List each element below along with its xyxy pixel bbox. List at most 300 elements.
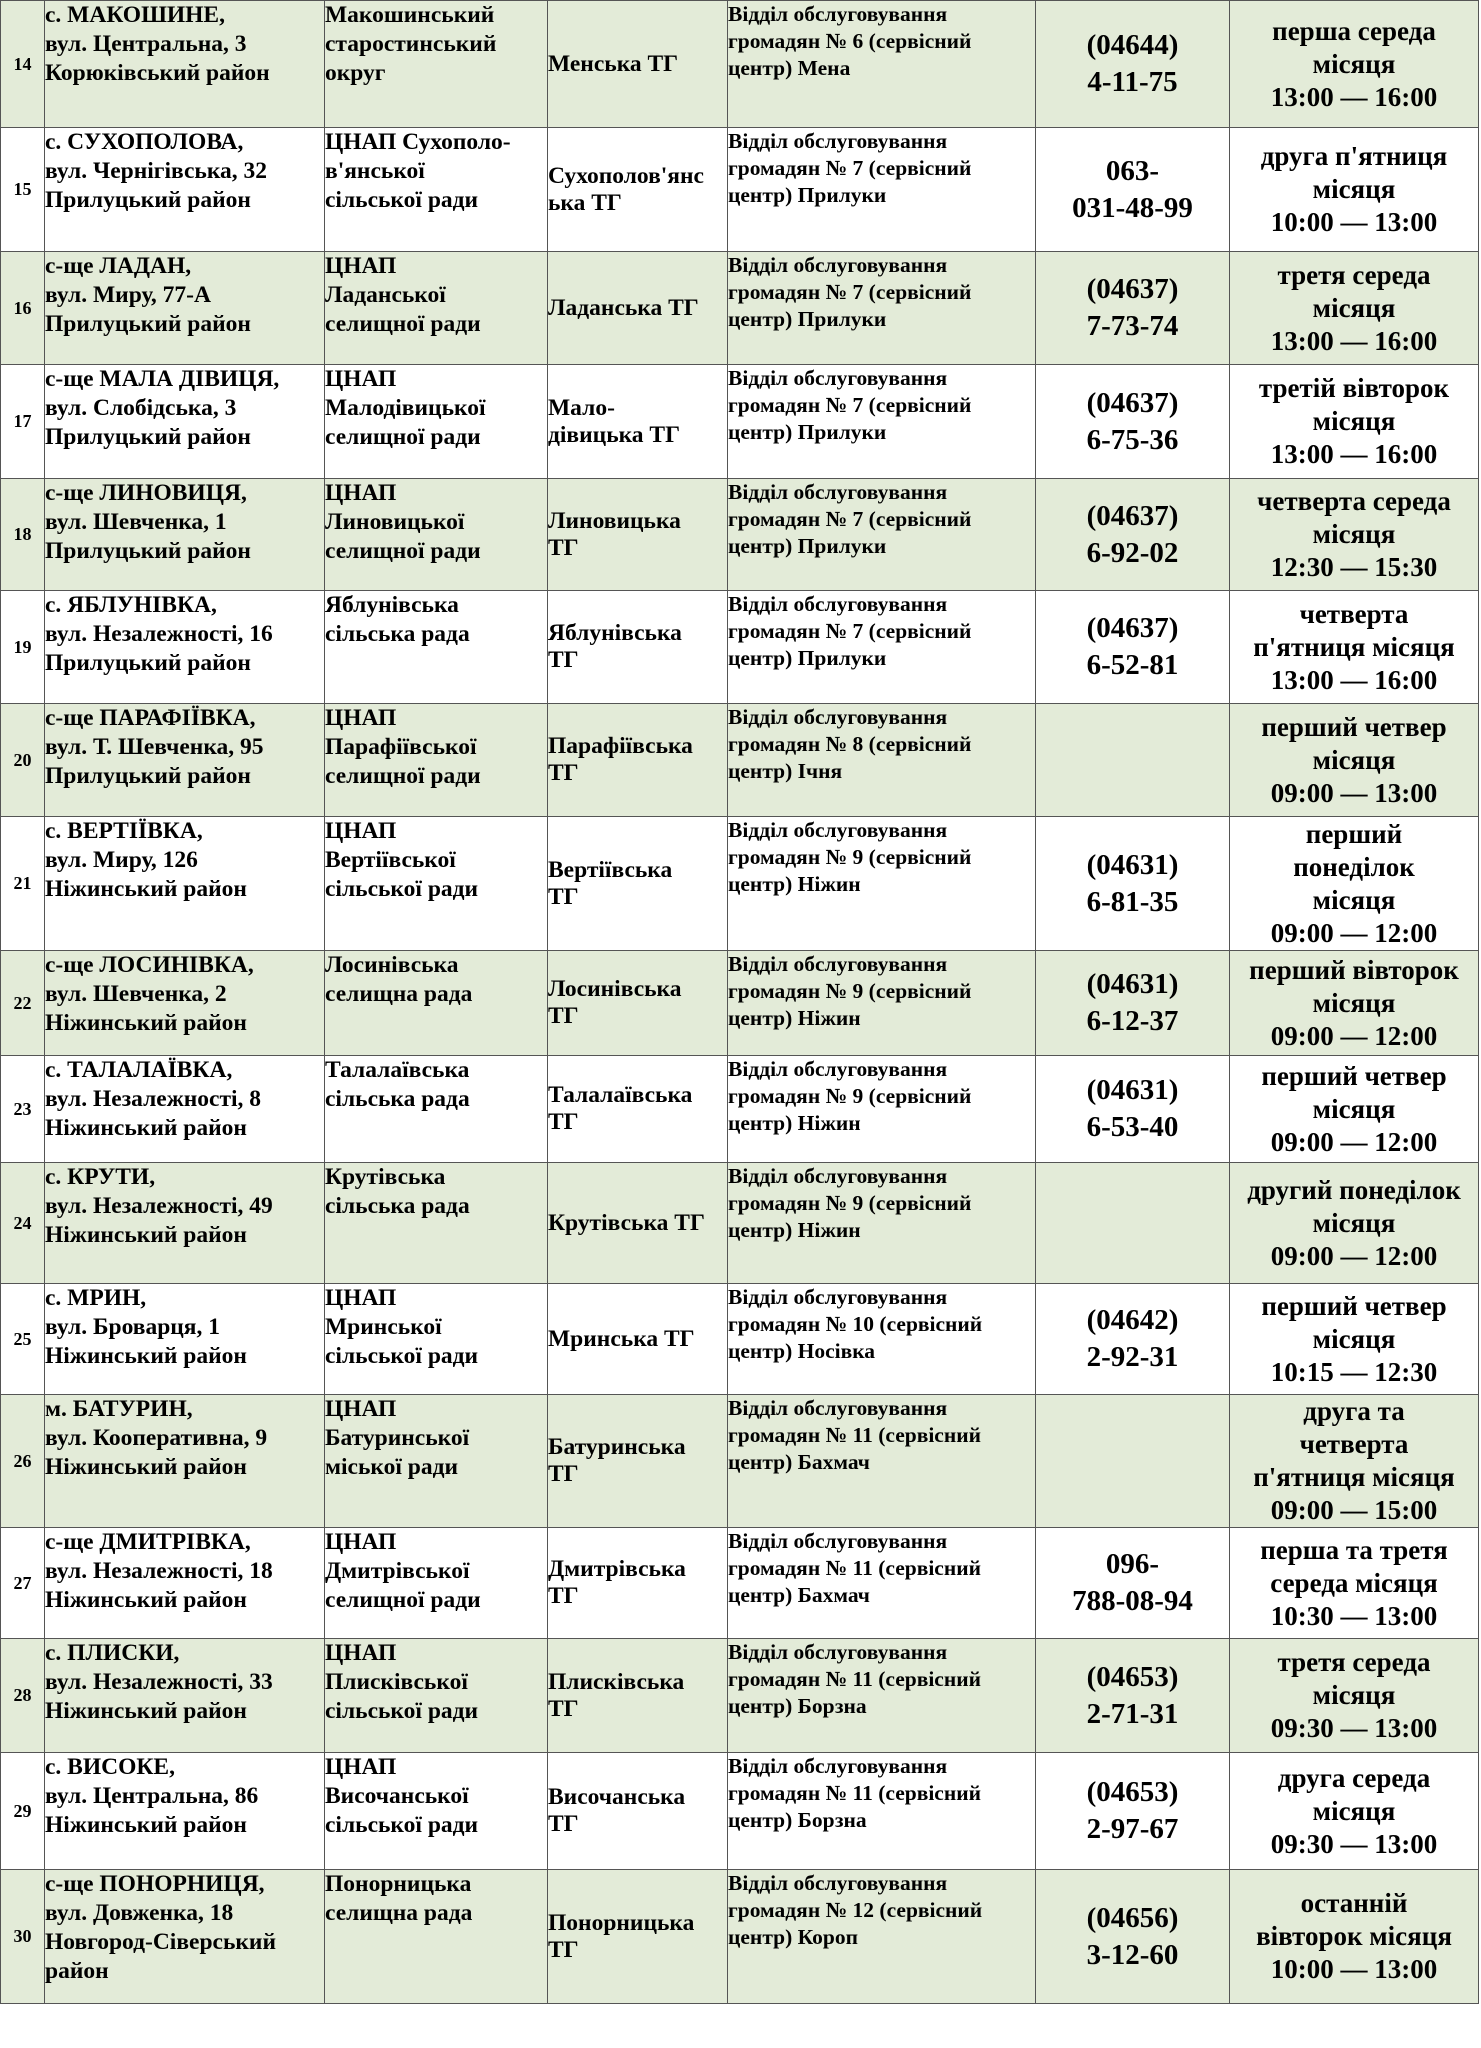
phone-cell [1036, 479, 1230, 591]
department-cell-line: центр) Носівка [728, 1339, 876, 1363]
table-row [1, 817, 1479, 951]
schedule-cell-line: п'ятниця місяця [1253, 631, 1455, 662]
community-cell-line: ТГ [548, 1583, 579, 1609]
department-cell [728, 1870, 1036, 2004]
department-cell [728, 365, 1036, 479]
community-cell-line: ька ТГ [548, 189, 622, 216]
schedule-cell-line: 09:30 — 13:00 [1270, 1713, 1438, 1743]
location-cell-line: Прилуцький район [45, 650, 251, 676]
cnap-cell-line: сільська рада [325, 1086, 470, 1112]
cnap-cell-line: селищної ради [325, 538, 481, 564]
location-cell-line: вул. Шевченка, 1 [45, 509, 227, 535]
phone-cell-line: 4-11-75 [1087, 66, 1178, 98]
schedule-cell-line: місяця [1312, 1795, 1396, 1826]
location-cell-line: с. ТАЛАЛАЇВКА, [45, 1057, 233, 1083]
row-number: 16 [1, 252, 45, 365]
cnap-cell-line: селищна рада [325, 1900, 473, 1926]
schedule-cell-line: перший четвер [1261, 711, 1447, 742]
department-cell-line: громадян № 7 (сервісний [728, 280, 972, 304]
department-cell-line: центр) Прилуки [728, 534, 887, 558]
department-cell [728, 1639, 1036, 1753]
cnap-cell [325, 704, 548, 817]
location-cell-line: Ніжинський район [45, 1222, 247, 1248]
schedule-cell-line: 10:00 — 13:00 [1270, 207, 1438, 237]
cnap-cell-line: округ [325, 60, 386, 86]
phone-cell-line: 096- [1105, 1548, 1160, 1580]
schedule-cell-line: 09:00 — 15:00 [1270, 1495, 1438, 1525]
location-cell-line: вул. Незалежності, 8 [45, 1086, 262, 1112]
department-cell-line: громадян № 7 (сервісний [728, 507, 972, 531]
cnap-cell-line: Батуринської [325, 1425, 470, 1451]
department-cell-line: центр) Бахмач [728, 1583, 870, 1607]
schedule-cell-line: місяця [1312, 987, 1396, 1018]
department-cell [728, 951, 1036, 1056]
phone-cell-line: 2-92-31 [1086, 1341, 1179, 1373]
phone-cell-line: (04637) [1086, 499, 1179, 532]
location-cell-line: вул. Незалежності, 16 [45, 621, 273, 647]
schedule-cell [1230, 1163, 1479, 1284]
cnap-cell [325, 1056, 548, 1163]
location-cell [45, 252, 325, 365]
phone-cell-line: (04653) [1086, 1776, 1179, 1808]
phone-cell [1036, 1056, 1230, 1163]
location-cell-line: Ніжинський район [45, 876, 247, 902]
department-cell-line: Відділ обслуговування [728, 1057, 948, 1081]
cnap-cell-line: Мринської [325, 1314, 442, 1340]
department-cell-line: центр) Прилуки [728, 646, 887, 670]
cnap-cell [325, 128, 548, 252]
location-cell-line: вул. Незалежності, 18 [45, 1558, 273, 1584]
cnap-cell [325, 1, 548, 128]
phone-cell-line: 6-75-36 [1086, 423, 1179, 456]
department-cell-line: центр) Бахмач [728, 1450, 870, 1474]
cnap-cell-line: сільська рада [325, 621, 470, 647]
phone-cell [1036, 128, 1230, 252]
table-row [1, 1163, 1479, 1284]
community-cell [548, 1528, 728, 1639]
community-cell-line: ТГ [548, 1811, 579, 1837]
schedule-cell-line: понеділок [1293, 851, 1415, 882]
phone-cell-line: (04631) [1086, 1074, 1179, 1106]
row-number: 21 [1, 817, 45, 951]
community-cell-line: Височанська [548, 1784, 686, 1810]
cnap-cell [325, 1395, 548, 1528]
schedule-cell [1230, 128, 1479, 252]
row-number: 25 [1, 1284, 45, 1395]
cnap-cell-line: міської ради [325, 1454, 459, 1480]
location-cell-line: с-ще ПОНОРНИЦЯ, [45, 1871, 265, 1897]
schedule-cell-line: 12:30 — 15:30 [1270, 552, 1438, 582]
schedule-cell-line: середа місяця [1270, 1567, 1438, 1598]
community-cell-line: Крутівська ТГ [548, 1209, 705, 1236]
cnap-cell-line: ЦНАП [325, 1754, 397, 1780]
schedule-cell-line: місяця [1312, 1323, 1396, 1354]
cnap-cell [325, 1870, 548, 2004]
location-cell [45, 365, 325, 479]
location-cell [45, 1284, 325, 1395]
department-cell-line: центр) Прилуки [728, 420, 887, 444]
phone-cell [1036, 591, 1230, 704]
cnap-cell [325, 252, 548, 365]
location-cell-line: с. ЯБЛУНІВКА, [45, 592, 217, 618]
cnap-cell-line: сільська рада [325, 1193, 470, 1219]
cnap-cell-line: Вертіївської [325, 847, 456, 873]
schedule-cell-line: 13:00 — 16:00 [1270, 81, 1438, 112]
community-cell-line: Сухополов'янс [548, 162, 704, 189]
department-cell-line: громадян № 7 (сервісний [728, 393, 972, 417]
location-cell-line: Прилуцький район [45, 311, 251, 337]
phone-cell-line: (04637) [1086, 273, 1179, 305]
location-cell-line: Ніжинський район [45, 1698, 247, 1724]
community-cell-line: Яблунівська [548, 620, 682, 646]
department-cell-line: громадян № 12 (сервісний [728, 1898, 983, 1922]
department-cell-line: Відділ обслуговування [728, 480, 948, 504]
location-cell-line: вул. Броварця, 1 [45, 1314, 221, 1340]
department-cell-line: громадян № 11 (сервісний [728, 1781, 982, 1805]
schedule-cell [1230, 1528, 1479, 1639]
department-cell-line: громадян № 11 (сервісний [728, 1423, 982, 1447]
phone-cell-line: 2-97-67 [1086, 1813, 1179, 1845]
location-cell-line: вул. Слобідська, 3 [45, 395, 237, 421]
location-cell-line: район [45, 1958, 109, 1984]
table-row [1, 1639, 1479, 1753]
table-row [1, 1, 1479, 128]
location-cell-line: Новгород-Сіверський [45, 1929, 276, 1955]
cnap-cell-line: Понорницька [325, 1871, 472, 1897]
phone-cell [1036, 704, 1230, 817]
department-cell-line: центр) Прилуки [728, 183, 887, 207]
location-cell-line: с-ще ЛАДАН, [45, 253, 192, 279]
location-cell-line: вул. Незалежності, 33 [45, 1669, 273, 1695]
row-number: 18 [1, 479, 45, 591]
community-cell-line: ТГ [548, 1109, 579, 1135]
department-cell-line: центр) Мена [728, 56, 851, 80]
cnap-cell-line: селищної ради [325, 311, 481, 337]
department-cell-line: громадян № 9 (сервісний [728, 845, 972, 869]
department-cell-line: Відділ обслуговування [728, 129, 948, 153]
schedule-cell-line: перший четвер [1261, 1290, 1447, 1321]
community-cell-line: Вертіївська [548, 856, 673, 883]
cnap-cell-line: Плисківської [325, 1669, 468, 1695]
location-cell-line: с-ще ЛИНОВИЦЯ, [45, 480, 247, 506]
community-cell [548, 1163, 728, 1284]
department-cell [728, 591, 1036, 704]
table-row [1, 704, 1479, 817]
location-cell-line: вул. Центральна, 3 [45, 31, 247, 57]
cnap-cell [325, 1163, 548, 1284]
location-cell [45, 1870, 325, 2004]
location-cell-line: Ніжинський район [45, 1010, 247, 1036]
department-cell-line: Відділ обслуговування [728, 1396, 948, 1420]
cnap-cell-line: селищної ради [325, 1587, 481, 1613]
location-cell-line: Прилуцький район [45, 538, 251, 564]
department-cell-line: Відділ обслуговування [728, 1285, 948, 1309]
location-cell-line: Ніжинський район [45, 1115, 247, 1141]
location-cell [45, 591, 325, 704]
schedule-cell-line: третя середа [1277, 259, 1431, 290]
cnap-cell-line: Крутівська [325, 1164, 446, 1190]
row-number: 22 [1, 951, 45, 1056]
schedule-cell [1230, 479, 1479, 591]
schedule-cell-line: місяця [1312, 1680, 1396, 1710]
department-cell [728, 1056, 1036, 1163]
schedule-cell-line: місяця [1312, 1093, 1396, 1124]
schedule-cell-line: 13:00 — 16:00 [1270, 325, 1438, 356]
community-cell [548, 817, 728, 951]
location-cell-line: Ніжинський район [45, 1587, 247, 1613]
department-cell [728, 1163, 1036, 1284]
department-cell-line: громадян № 9 (сервісний [728, 1084, 972, 1108]
location-cell-line: с. СУХОПОЛОВА, [45, 129, 244, 155]
community-cell [548, 1639, 728, 1753]
department-cell-line: центр) Ніжин [728, 872, 861, 896]
cnap-cell-line: ЦНАП [325, 1396, 397, 1422]
location-cell-line: с. МАКОШИНЕ, [45, 2, 225, 28]
table-row [1, 1528, 1479, 1639]
schedule-cell-line: 09:00 — 12:00 [1270, 1020, 1438, 1051]
department-cell-line: Відділ обслуговування [728, 705, 948, 729]
cnap-cell-line: Линовицької [325, 509, 465, 535]
schedule-cell-line: другий понеділок [1247, 1174, 1461, 1205]
community-cell-line: ТГ [548, 1936, 579, 1963]
department-cell-line: громадян № 7 (сервісний [728, 156, 972, 180]
location-cell-line: с-ще ДМИТРІВКА, [45, 1529, 251, 1555]
cnap-cell-line: Талалаївська [325, 1057, 470, 1083]
row-number: 19 [1, 591, 45, 704]
cnap-cell-line: Височанської [325, 1783, 469, 1809]
cnap-cell [325, 1284, 548, 1395]
community-cell-line: Батуринська [548, 1434, 686, 1460]
location-cell-line: Прилуцький район [45, 424, 251, 450]
schedule-cell-line: місяця [1312, 174, 1396, 204]
department-cell-line: Відділ обслуговування [728, 1164, 948, 1188]
schedule-cell-line: четверта [1299, 598, 1409, 629]
schedule-cell-line: 10:15 — 12:30 [1270, 1356, 1438, 1387]
phone-cell-line: 6-12-37 [1086, 1005, 1179, 1037]
schedule-cell-line: місяця [1312, 744, 1396, 775]
cnap-cell-line: Парафіївської [325, 734, 477, 760]
row-number: 20 [1, 704, 45, 817]
cnap-cell [325, 1528, 548, 1639]
schedule-cell-line: місяця [1312, 406, 1396, 436]
department-cell [728, 704, 1036, 817]
schedule-cell-line: 10:00 — 13:00 [1270, 1954, 1438, 1984]
cnap-cell [325, 951, 548, 1056]
phone-cell-line: (04644) [1086, 29, 1179, 61]
cnap-cell-line: сільської ради [325, 1343, 479, 1369]
location-cell [45, 1528, 325, 1639]
row-number: 26 [1, 1395, 45, 1528]
schedule-cell [1230, 365, 1479, 479]
location-cell-line: Ніжинський район [45, 1454, 247, 1480]
department-cell [728, 128, 1036, 252]
cnap-cell-line: селищної ради [325, 424, 481, 450]
cnap-cell-line: селищна рада [325, 981, 473, 1007]
schedule-cell-line: 09:00 — 12:00 [1270, 1126, 1438, 1157]
department-cell-line: громадян № 11 (сервісний [728, 1556, 982, 1580]
schedule-cell-line: місяця [1312, 48, 1396, 79]
department-cell-line: центр) Борзна [728, 1808, 867, 1832]
department-cell [728, 479, 1036, 591]
community-cell [548, 365, 728, 479]
cnap-cell-line: сільської ради [325, 876, 479, 902]
community-cell [548, 1395, 728, 1528]
schedule-cell-line: 09:30 — 13:00 [1270, 1828, 1438, 1859]
location-cell-line: с-ще ЛОСИНІВКА, [45, 952, 254, 978]
department-cell-line: центр) Ічня [728, 759, 843, 783]
department-cell-line: центр) Борзна [728, 1694, 867, 1718]
table-row [1, 1395, 1479, 1528]
location-cell [45, 1395, 325, 1528]
schedule-cell-line: третя середа [1277, 1647, 1431, 1677]
cnap-cell-line: ЦНАП [325, 253, 397, 279]
location-cell-line: вул. Довженка, 18 [45, 1900, 234, 1926]
phone-cell [1036, 1870, 1230, 2004]
department-cell-line: Відділ обслуговування [728, 253, 948, 277]
department-cell-line: Відділ обслуговування [728, 592, 948, 616]
department-cell-line: центр) Прилуки [728, 307, 887, 331]
community-cell [548, 252, 728, 365]
department-cell [728, 1284, 1036, 1395]
location-cell-line: вул. Т. Шевченка, 95 [45, 734, 264, 760]
department-cell [728, 252, 1036, 365]
community-cell [548, 128, 728, 252]
department-cell-line: громадян № 8 (сервісний [728, 732, 972, 756]
community-cell [548, 1284, 728, 1395]
department-cell-line: Відділ обслуговування [728, 1640, 948, 1664]
phone-cell-line: 2-71-31 [1086, 1697, 1179, 1730]
location-cell [45, 817, 325, 951]
department-cell-line: центр) Короп [728, 1925, 858, 1949]
table-row [1, 252, 1479, 365]
phone-cell-line: (04653) [1086, 1660, 1179, 1693]
location-cell [45, 951, 325, 1056]
department-cell [728, 1528, 1036, 1639]
cnap-cell-line: ЦНАП [325, 1640, 397, 1666]
schedule-cell-line: останній [1300, 1888, 1408, 1918]
cnap-cell [325, 479, 548, 591]
location-cell-line: с-ще МАЛА ДІВИЦЯ, [45, 366, 280, 392]
schedule-cell [1230, 704, 1479, 817]
phone-cell [1036, 1284, 1230, 1395]
cnap-cell-line: сільської ради [325, 187, 479, 213]
location-cell [45, 1163, 325, 1284]
phone-cell-line: 6-81-35 [1086, 885, 1179, 918]
schedule-cell [1230, 951, 1479, 1056]
cnap-cell-line: Макошинський [325, 2, 495, 28]
community-cell-line: Парафіївська [548, 733, 693, 759]
phone-cell-line: 031-48-99 [1072, 191, 1193, 224]
phone-cell [1036, 252, 1230, 365]
community-cell [548, 479, 728, 591]
schedule-cell [1230, 1639, 1479, 1753]
phone-cell [1036, 1528, 1230, 1639]
phone-cell [1036, 365, 1230, 479]
table-row [1, 1284, 1479, 1395]
schedule-cell-line: місяця [1312, 292, 1396, 323]
row-number: 17 [1, 365, 45, 479]
phone-cell-line: 6-92-02 [1086, 536, 1179, 569]
community-cell-line: Ладанська ТГ [548, 294, 699, 321]
location-cell-line: Ніжинський район [45, 1343, 247, 1369]
phone-cell-line: (04656) [1086, 1901, 1179, 1934]
location-cell-line: с. ВЕРТІЇВКА, [45, 818, 203, 844]
cnap-cell-line: Яблунівська [325, 592, 459, 618]
schedule-cell-line: п'ятниця місяця [1253, 1462, 1455, 1492]
community-cell-line: Линовицька [548, 507, 681, 534]
schedule-cell [1230, 1753, 1479, 1870]
location-cell-line: вул. Шевченка, 2 [45, 981, 227, 1007]
community-cell-line: ТГ [548, 883, 579, 910]
community-cell [548, 591, 728, 704]
schedule-cell-line: 10:30 — 13:00 [1270, 1600, 1438, 1631]
schedule-cell [1230, 1870, 1479, 2004]
cnap-cell-line: ЦНАП Сухополо- [325, 129, 511, 155]
cnap-cell-line: старостинський [325, 31, 497, 57]
row-number: 27 [1, 1528, 45, 1639]
schedule-cell-line: вівторок місяця [1256, 1921, 1452, 1951]
schedule-cell-line: перший вівторок [1249, 954, 1459, 985]
department-cell-line: громадян № 9 (сервісний [728, 979, 972, 1003]
schedule-cell-line: перша та третя [1260, 1534, 1448, 1565]
location-cell-line: с. КРУТИ, [45, 1164, 156, 1190]
department-cell [728, 1, 1036, 128]
department-cell-line: центр) Ніжин [728, 1006, 861, 1030]
community-cell-line: Мринська ТГ [548, 1325, 695, 1352]
location-cell [45, 1639, 325, 1753]
community-cell-line: Плисківська [548, 1668, 685, 1695]
department-cell-line: громадян № 10 (сервісний [728, 1312, 983, 1336]
community-cell-line: Мало- [548, 394, 615, 421]
schedule-cell-line: перший [1305, 818, 1403, 849]
department-cell [728, 1395, 1036, 1528]
community-cell-line: ТГ [548, 1695, 579, 1722]
location-cell-line: Корюківський район [45, 60, 270, 86]
table-row [1, 1056, 1479, 1163]
cnap-cell [325, 1639, 548, 1753]
phone-cell [1036, 951, 1230, 1056]
schedule-cell-line: третій вівторок [1258, 373, 1450, 403]
row-number: 28 [1, 1639, 45, 1753]
department-cell-line: Відділ обслуговування [728, 818, 948, 842]
department-cell-line: громадян № 6 (сервісний [728, 29, 972, 53]
community-cell-line: Лосинівська [548, 976, 682, 1002]
community-cell [548, 1056, 728, 1163]
community-cell [548, 951, 728, 1056]
community-cell-line: ТГ [548, 534, 579, 561]
location-cell-line: Прилуцький район [45, 187, 251, 213]
department-cell-line: центр) Ніжин [728, 1218, 861, 1242]
location-cell-line: вул. Незалежності, 49 [45, 1193, 273, 1219]
location-cell [45, 1753, 325, 1870]
phone-cell-line: 7-73-74 [1086, 310, 1179, 342]
community-cell-line: ТГ [548, 647, 579, 673]
community-cell-line: Менська ТГ [548, 50, 679, 77]
cnap-cell-line: Ладанської [325, 282, 446, 308]
community-cell-line: Понорницька [548, 1909, 695, 1936]
department-cell-line: Відділ обслуговування [728, 1754, 948, 1778]
location-cell-line: вул. Центральна, 86 [45, 1783, 259, 1809]
cnap-cell-line: сільської ради [325, 1812, 479, 1838]
schedule-cell-line: четверта [1299, 1429, 1409, 1459]
schedule-cell-line: четверта середа [1257, 486, 1451, 516]
cnap-cell-line: селищної ради [325, 763, 481, 789]
schedule-cell-line: перший четвер [1261, 1060, 1447, 1091]
location-cell [45, 704, 325, 817]
location-cell-line: вул. Миру, 77-А [45, 282, 211, 308]
row-number: 14 [1, 1, 45, 128]
schedule-cell-line: перша середа [1272, 15, 1436, 46]
